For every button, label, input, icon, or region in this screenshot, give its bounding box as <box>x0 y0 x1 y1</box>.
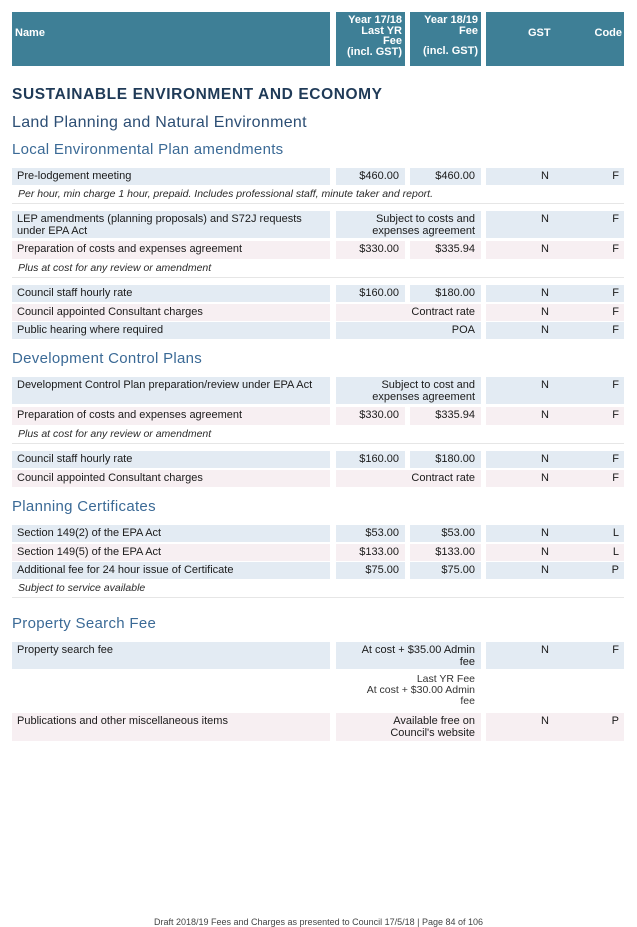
code-value: F <box>604 407 624 425</box>
gst-value: N <box>486 285 604 302</box>
fee-1819: $53.00 <box>410 525 481 542</box>
last-year-fee-note <box>336 674 481 707</box>
section-title: SUSTAINABLE ENVIRONMENT AND ECONOMY <box>12 86 383 103</box>
fee-1819: $180.00 <box>410 285 481 302</box>
code-value: F <box>604 451 624 468</box>
last-year-fee-line2: At cost + $30.00 Admin <box>366 684 475 696</box>
header-name-label: Name <box>15 27 45 39</box>
fee-1718: $53.00 <box>336 525 405 542</box>
fee-combined: Available free on Council's website <box>336 713 481 741</box>
code-value: F <box>604 642 624 669</box>
row-name: Council appointed Consultant charges <box>12 304 330 321</box>
row-name: Section 149(2) of the EPA Act <box>12 525 330 542</box>
fee-1718: $460.00 <box>336 168 405 185</box>
row-name: Section 149(5) of the EPA Act <box>12 544 330 561</box>
last-year-fee-line1: Last YR Fee <box>416 673 475 685</box>
row-name: LEP amendments (planning proposals) and S72J requests under EPA Act <box>12 211 330 238</box>
row-note: Plus at cost for any review or amendment <box>12 428 624 444</box>
gst-value: N <box>486 451 604 468</box>
fee-1819: $180.00 <box>410 451 481 468</box>
code-value: F <box>604 285 624 302</box>
fee-combined: POA <box>336 322 481 339</box>
page-footer: Draft 2018/19 Fees and Charges as presented to Council 17/5/18 | Page 84 of 106 <box>153 917 484 927</box>
header-gst-label: GST <box>528 27 551 39</box>
gst-value: N <box>486 562 604 579</box>
row-name: Additional fee for 24 hour issue of Certificate <box>12 562 330 579</box>
gst-value: N <box>486 642 604 669</box>
gst-value: N <box>486 470 604 487</box>
code-value: F <box>604 168 624 185</box>
fee-combined: At cost + $35.00 Admin fee <box>336 642 481 669</box>
row-name: Property search fee <box>12 642 330 669</box>
fee-1718: $75.00 <box>336 562 405 579</box>
row-name: Council staff hourly rate <box>12 285 330 302</box>
header-fee-1819-line1: Year 18/19 <box>424 14 478 26</box>
gst-value: N <box>486 377 604 404</box>
fee-1718: $133.00 <box>336 544 405 561</box>
gst-value: N <box>486 407 604 425</box>
fee-combined: Contract rate <box>336 304 481 321</box>
header-gst <box>486 12 624 66</box>
fee-1718: $330.00 <box>336 241 405 259</box>
gst-value: N <box>486 211 604 238</box>
fee-1819: $335.94 <box>410 407 481 425</box>
header-fee-1819-line3: (incl. GST) <box>423 45 478 57</box>
header-fee-1718-line4: (incl. GST) <box>347 45 402 58</box>
fee-combined: Subject to costs and expenses agreement <box>336 211 481 238</box>
fee-1718: $330.00 <box>336 407 405 425</box>
last-year-fee-line3: fee <box>460 695 475 707</box>
gst-value: N <box>486 322 604 339</box>
code-value: L <box>604 544 624 561</box>
gst-value: N <box>486 168 604 185</box>
code-value: P <box>604 713 624 741</box>
group-title-dcp: Development Control Plans <box>12 350 203 367</box>
header-code-label: Code <box>594 27 622 39</box>
group-title-property-search: Property Search Fee <box>12 615 157 632</box>
gst-value: N <box>486 525 604 542</box>
fee-1718: $160.00 <box>336 285 405 302</box>
gst-value: N <box>486 304 604 321</box>
fee-1819: $335.94 <box>410 241 481 259</box>
row-name: Public hearing where required <box>12 322 330 339</box>
code-value: F <box>604 470 624 487</box>
row-note: Plus at cost for any review or amendment <box>12 262 624 278</box>
gst-value: N <box>486 241 604 259</box>
code-value: F <box>604 377 624 404</box>
fee-combined: Subject to cost and expenses agreement <box>336 377 481 404</box>
row-note: Subject to service available <box>12 582 624 598</box>
header-fee-1718-line1: Year 17/18 <box>348 14 402 26</box>
code-value: F <box>604 322 624 339</box>
row-name: Preparation of costs and expenses agreement <box>12 241 330 259</box>
header-fee-1718 <box>336 12 405 66</box>
subsection-title: Land Planning and Natural Environment <box>12 114 307 131</box>
fee-1819: $460.00 <box>410 168 481 185</box>
group-title-lep: Local Environmental Plan amendments <box>12 141 284 158</box>
row-name: Development Control Plan preparation/review under EPA Act <box>12 377 330 404</box>
code-value: F <box>604 211 624 238</box>
fee-1819: $133.00 <box>410 544 481 561</box>
fee-1718: $160.00 <box>336 451 405 468</box>
header-fee-1718-line2: Last YR <box>361 24 402 37</box>
header-fee-1819-line2: Fee <box>459 24 478 37</box>
code-value: L <box>604 525 624 542</box>
fee-1819: $75.00 <box>410 562 481 579</box>
row-name: Preparation of costs and expenses agreement <box>12 407 330 425</box>
gst-value: N <box>486 544 604 561</box>
row-note: Per hour, min charge 1 hour, prepaid. Includes professional staff, minute taker and report. <box>12 188 624 204</box>
row-name: Publications and other miscellaneous items <box>12 713 330 741</box>
header-fee-1718-line3: Fee <box>383 35 402 47</box>
gst-value: N <box>486 713 604 741</box>
row-name: Council staff hourly rate <box>12 451 330 468</box>
code-value: F <box>604 304 624 321</box>
row-name: Council appointed Consultant charges <box>12 470 330 487</box>
header-fee-1819 <box>410 12 481 66</box>
code-value: F <box>604 241 624 259</box>
group-title-planning-certificates: Planning Certificates <box>12 498 156 515</box>
code-value: P <box>604 562 624 579</box>
row-name: Pre-lodgement meeting <box>12 168 330 185</box>
fee-combined: Contract rate <box>336 470 481 487</box>
header-name <box>12 12 330 66</box>
